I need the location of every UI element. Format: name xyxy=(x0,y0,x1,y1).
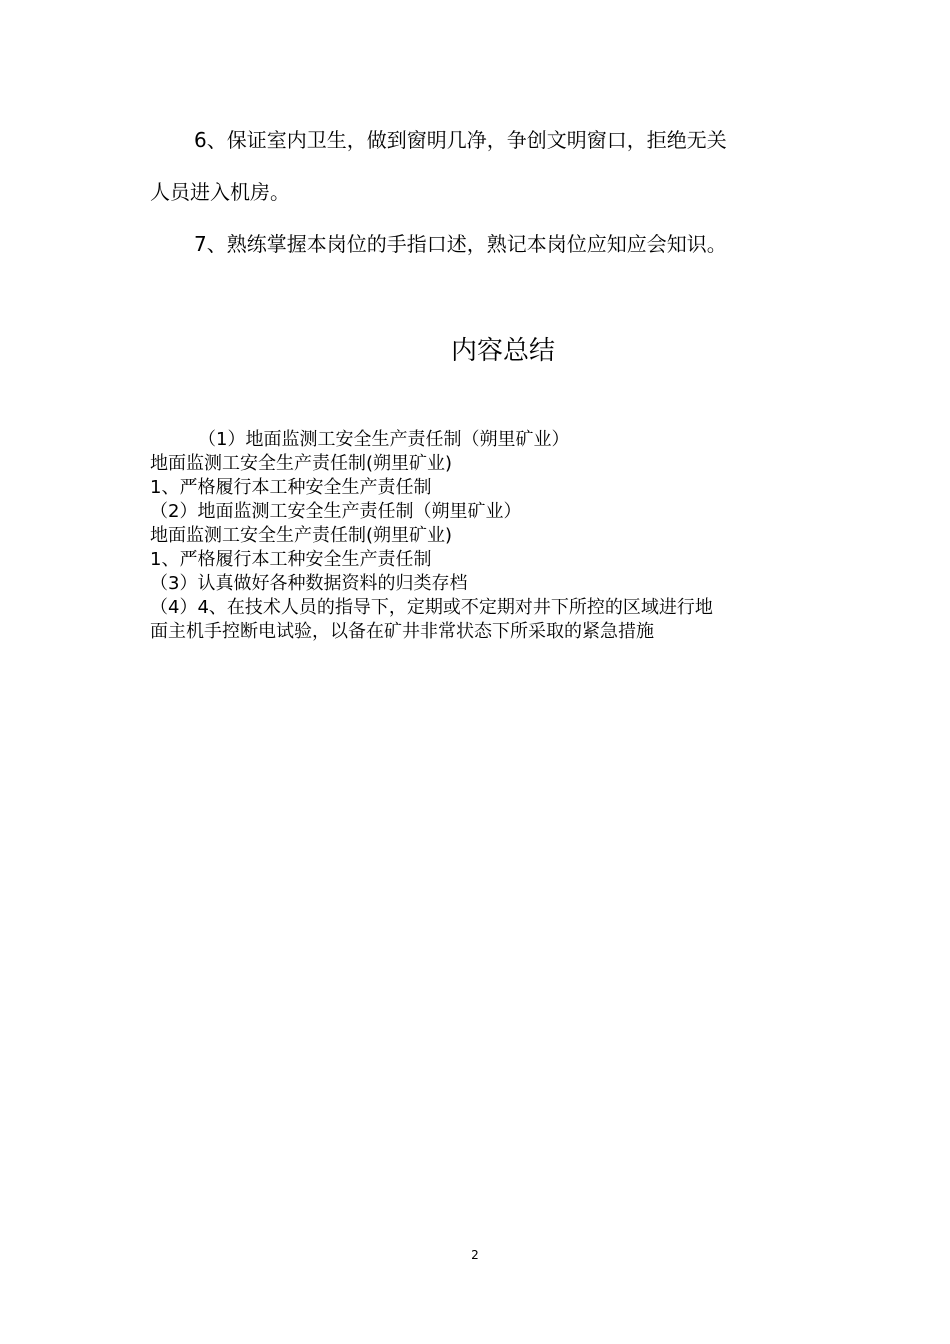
summary-line: （1）地面监测工安全生产责任制（朔里矿业） xyxy=(198,429,570,450)
summary-line: 面主机手控断电试验，以备在矿井非常状态下所采取的紧急措施 xyxy=(150,621,654,642)
summary-line: 地面监测工安全生产责任制(朔里矿业) xyxy=(150,525,453,546)
item-7: 7、熟练掌握本岗位的手指口述，熟记本岗位应知应会知识。 xyxy=(194,232,727,256)
summary-line: 地面监测工安全生产责任制(朔里矿业) xyxy=(150,453,453,474)
summary-line: （4）4、在技术人员的指导下，定期或不定期对井下所控的区域进行地 xyxy=(150,597,713,618)
item-6-line-1: 6、保证室内卫生，做到窗明几净，争创文明窗口，拒绝无关 xyxy=(194,128,727,152)
item-6-line-2: 人员进入机房。 xyxy=(150,180,290,204)
summary-title: 内容总结 xyxy=(450,336,555,366)
summary-line: 1、严格履行本工种安全生产责任制 xyxy=(150,549,432,570)
summary-line: 1、严格履行本工种安全生产责任制 xyxy=(150,477,432,498)
page-number: 2 xyxy=(471,1248,479,1262)
summary-line: （3）认真做好各种数据资料的归类存档 xyxy=(150,573,468,594)
summary-body xyxy=(150,428,810,644)
summary-line: （2）地面监测工安全生产责任制（朔里矿业） xyxy=(150,501,522,522)
